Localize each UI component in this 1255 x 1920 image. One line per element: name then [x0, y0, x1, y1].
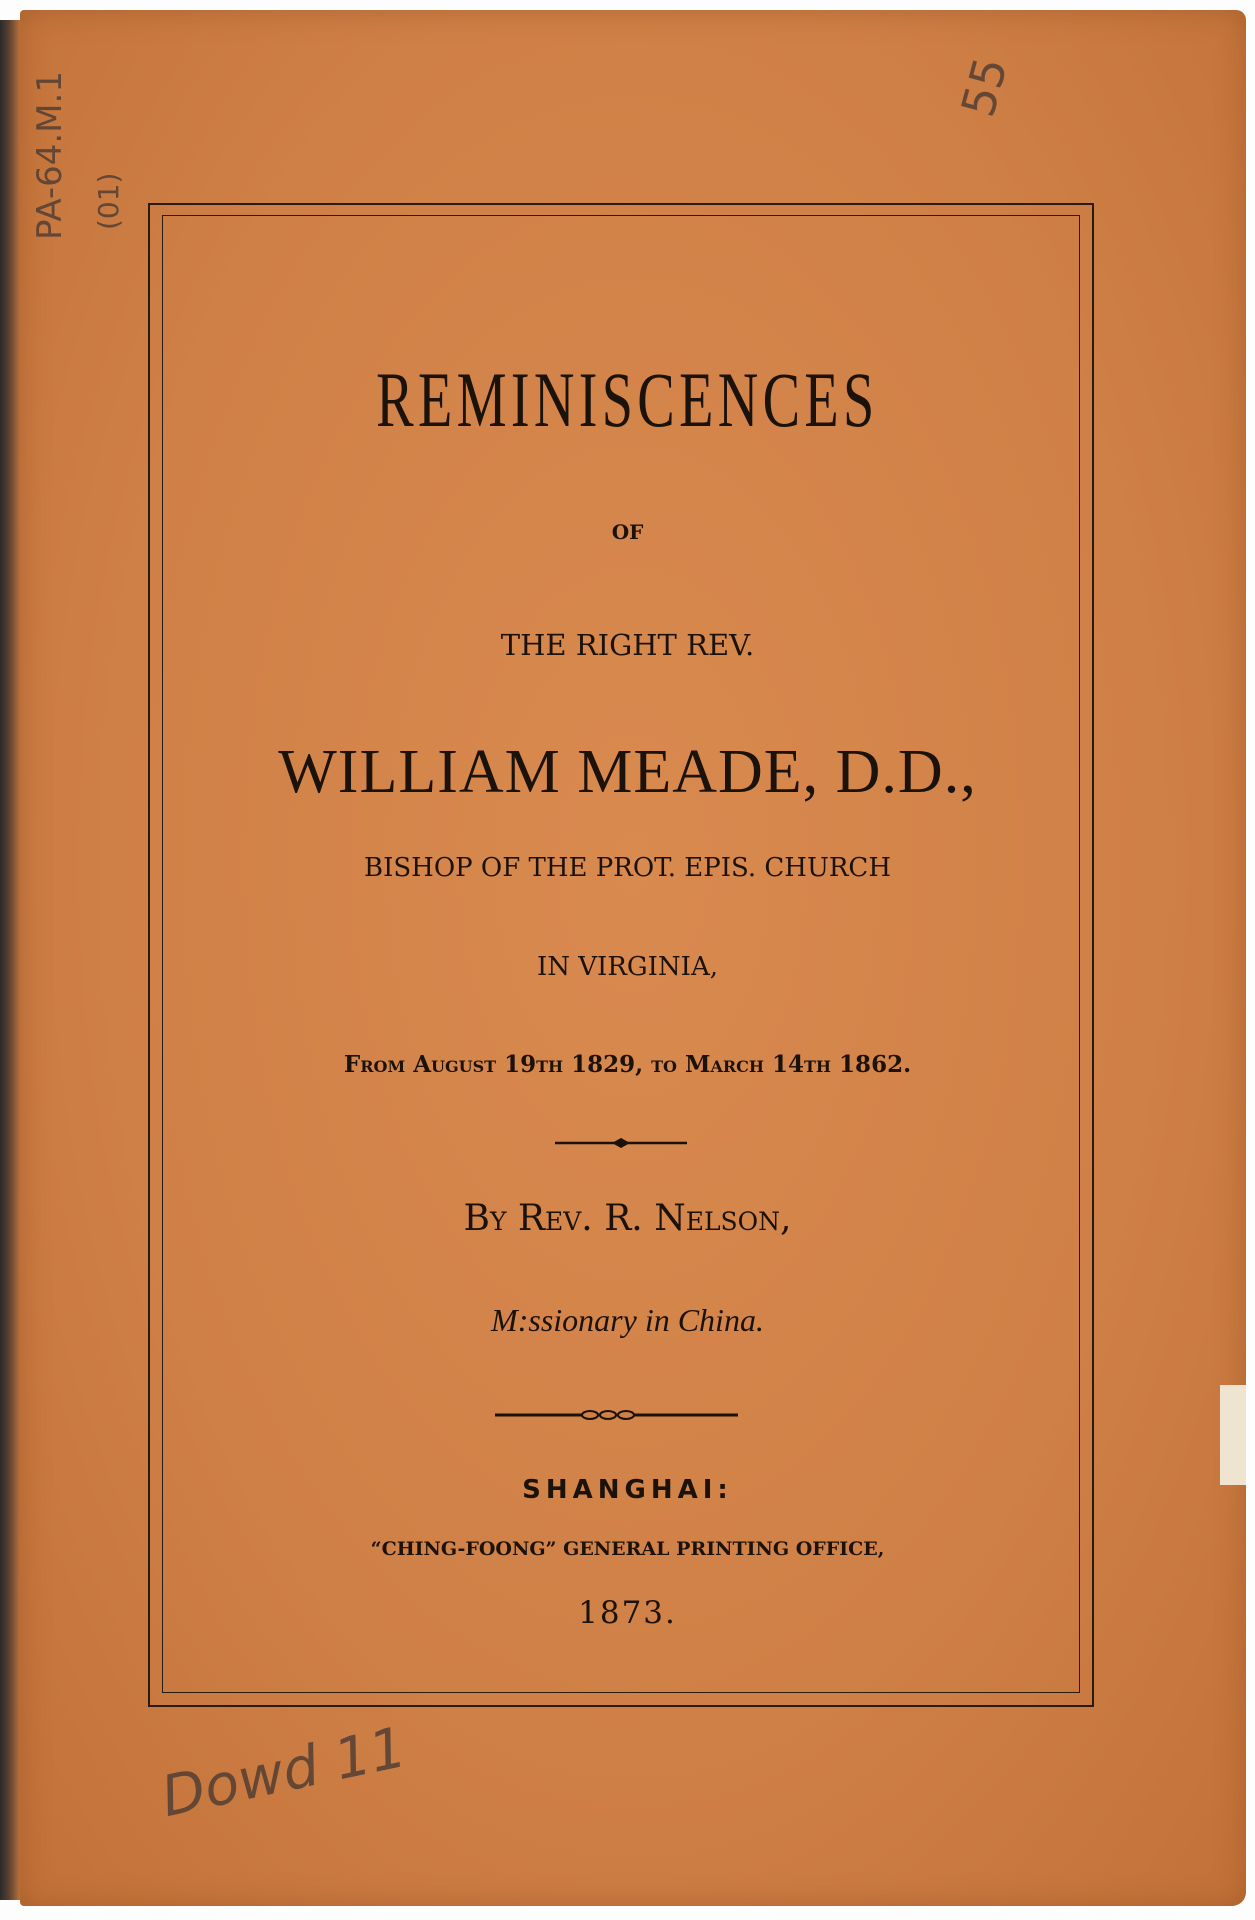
printer-line: “CHING-FOONG” GENERAL PRINTING OFFICE, [370, 1538, 885, 1560]
office-line: BISHOP OF THE PROT. EPIS. CHURCH [363, 853, 892, 883]
dates-line: From August 19th 1829, to March 14th 1862. [343, 1051, 912, 1078]
author-role: M:ssionary in China. [491, 1302, 764, 1338]
honorific-line: THE RIGHT REV. [500, 628, 755, 662]
paper-tab [1220, 1385, 1246, 1485]
chain-rule-ornament [0, 1405, 1255, 1425]
of-line: OF [611, 520, 644, 544]
publication-city: SHANGHAI: [522, 1475, 733, 1505]
publication-year: 1873. [578, 1595, 677, 1631]
handwritten-number: 55 [950, 51, 1018, 123]
cover-title: REMINISCENCES [376, 356, 879, 443]
handwritten-signature: Dowd 11 [155, 1714, 412, 1831]
handwritten-call-number: PA-64.M.1 [30, 71, 70, 240]
subject-name: WILLIAM MEADE, D.D., [278, 738, 977, 806]
handwritten-call-suffix: (01) [92, 172, 125, 230]
author-byline: By Rev. R. Nelson, [463, 1198, 792, 1239]
place-line: IN VIRGINIA, [536, 952, 718, 982]
diamond-rule-ornament [0, 1133, 1255, 1153]
